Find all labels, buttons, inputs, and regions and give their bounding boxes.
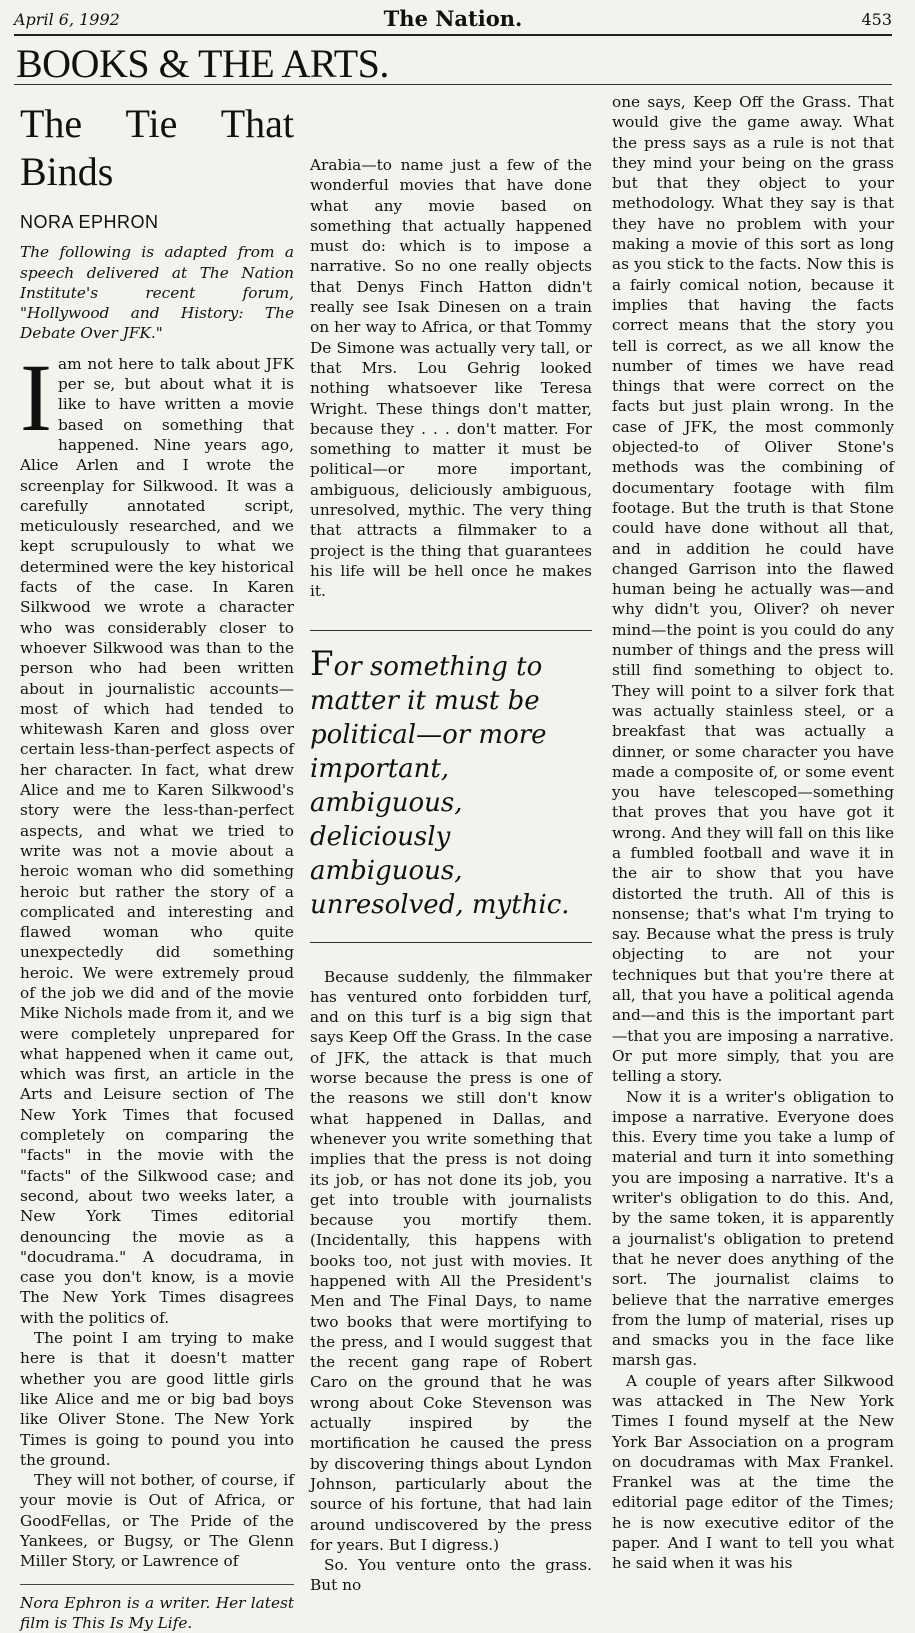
column-1 (20, 96, 294, 1633)
article-byline: NORA EPHRON (20, 212, 159, 232)
paragraph: So. You venture onto the grass. But no (310, 1556, 592, 1595)
paragraph: A couple of years after Silkwood was attacked in The New York Times I found myself at the New York Bar Association on a program on docudramas with Max Frankel. Frankel was at the time the editorial page editor of the Times; he is now executive editor of the paper. And I want to tell you what he said when it was his (612, 1371, 894, 1573)
section-title: BOOKS & THE ARTS. (16, 41, 389, 86)
page-number: 453 (861, 10, 892, 29)
column-2 (310, 155, 592, 1596)
paragraph: one says, Keep Off the Grass. That would give the game away. What the press says as a rule is not that they mind your being on the grass but that they object to your methodology. What they say is that they have no problem with your making a movie of this sort as long as you stick to the facts. Now this is a fairly comical notion, because it implies that having the facts correct means that the story you tell is correct, as we all know the number of times we have read things that were correct on the facts but just plain wrong. In the case of JFK, the most commonly objected-to of Oliver Stone's methods was the combining of documentary footage with film footage. But the truth is that Stone could have done without all that, and in addition he could have changed Garrison into the flawed human being he actually was—and why didn't you, Oliver? oh never mind—the point is you could do any number of things and the press will still find something to object to. They will point to a silver fork that was actually stainless steel, or a breakfast that was actually a dinner, or some character you have made a composite of, or some event you have telescoped—something that proves that you have got it wrong. And they will fall on this like a fumbled football and wave it in the air to show that you have distorted the truth. All of this is nonsense; that's what I'm trying to say. Because what the press is truly objecting to are not your techniques but that you're there at all, that you have a political agenda and—and this is the important part—that you are imposing a narrative. Or put more simply, that you are telling a story. (612, 93, 894, 1086)
article-intro: The following is adapted from a speech delivered at The Nation Institute's recent forum, "Hollywood and History: The Debate Over JFK." (20, 243, 294, 343)
section-banner (14, 36, 892, 85)
page-header (14, 8, 892, 36)
column-3 (612, 92, 894, 1574)
article-headline: The Tie That Binds (20, 101, 294, 194)
paragraph: Iam not here to talk about JFK per se, but about what it is like to have written a movie based on something that happened. Nine years ago, Alice Arlen and I wrote the screenplay for Silkwood. It was a carefully annotated script, meticulously researched, and we kept scrupulously to what we determined were the key historical facts of the case. In Karen Silkwood we wrote a character who was considerably closer to whoever Silkwood was than to the person who had been written about in journalistic accounts—most of which had tended to whitewash Karen and gloss over certain less-than-perfect aspects of her character. In fact, what drew Alice and me to Karen Silkwood's story were the less-than-perfect aspects, and what we tried to write was not a movie about a heroic woman who did something heroic but rather the story of a complicated and interesting and flawed woman who quite unexpectedly did something heroic. We were extremely proud of the job we did and of the movie Mike Nichols made from it, and we were completely unprepared for what happened when it came out, which was first, an article in the Arts and Leisure section of The New York Times that focused completely on comparing the "facts" in the movie with the "facts" of the Silkwood case; and second, about two weeks later, a New York Times editorial denouncing the movie as a "docudrama." A docudrama, in case you don't know, is a movie The New York Times disagrees with the politics of. (20, 343, 294, 1327)
paragraph: Arabia—to name just a few of the wonderful movies that have done what any movie based on something that actually happened must do: which is to impose a narrative. So no one really objects that Denys Finch Hatton didn't really see Isak Dinesen on a train on her way to Africa, or that Tommy De Simone was actually very tall, or that Mrs. Lou Gehrig looked nothing whatsoever like Teresa Wright. These things don't matter, because they . . . don't matter. For something to matter it must be political—or more important, ambiguous, deliciously ambiguous, unresolved, mythic. The very thing that attracts a filmmaker to a project is the thing that guarantees his life will be hell once he makes it. (310, 156, 592, 601)
paragraph: Because suddenly, the filmmaker has ventured onto forbidden turf, and on this turf is a big sign that says Keep Off the Grass. In the case of JFK, the attack is that much worse because the press is one of the reasons we still don't know what happened in Dallas, and whenever you write something that implies that the press is not doing its job, or has not done its job, you get into trouble with journalists because you mortify them. (Incidentally, this happens with books too, not just with movies. It happened with All the President's Men and The Final Days, to name two books that were mortifying to the press, and I would suggest that the recent gang rape of Robert Caro on the ground that he was wrong about Coke Stevenson was actually inspired by the mortification he caused the press by discovering things about Lyndon Johnson, particularly about the source of his fortune, that had lain around undiscovered by the press for years. But I digress.) (310, 967, 592, 1554)
paragraph: The point I am trying to make here is that it doesn't matter whether you are good little girls like Alice and me or big bad boys like Oliver Stone. The New York Times is going to pound you into the ground. (20, 1329, 294, 1469)
paragraph: They will not bother, of course, if your movie is Out of Africa, or GoodFellas, or The Pride of the Yankees, or Bugsy, or The Glenn Miller Story, or Lawrence of (20, 1471, 294, 1571)
issue-date: April 6, 1992 (14, 10, 120, 29)
drop-cap: I (20, 343, 52, 451)
paragraph: Now it is a writer's obligation to impose a narrative. Everyone does this. Every time you take a lump of material and turn it into something you are imposing a narrative. It's a writer's obligation to do this. And, by the same token, it is apparently a journalist's obligation to pretend that he never does anything of the sort. The journalist claims to believe that the narrative emerges from the lump of material, rises up and smacks you in the face like marsh gas. (612, 1087, 894, 1370)
magazine-name: The Nation. (383, 6, 523, 31)
pull-quote: For something to matter it must be political—or more important, ambiguous, deliciously ambiguous, unresolved, mythic. (310, 630, 592, 943)
pull-quote-initial: F (310, 643, 334, 684)
author-note: Nora Ephron is a writer. Her latest film is This Is My Life. (20, 1584, 294, 1633)
